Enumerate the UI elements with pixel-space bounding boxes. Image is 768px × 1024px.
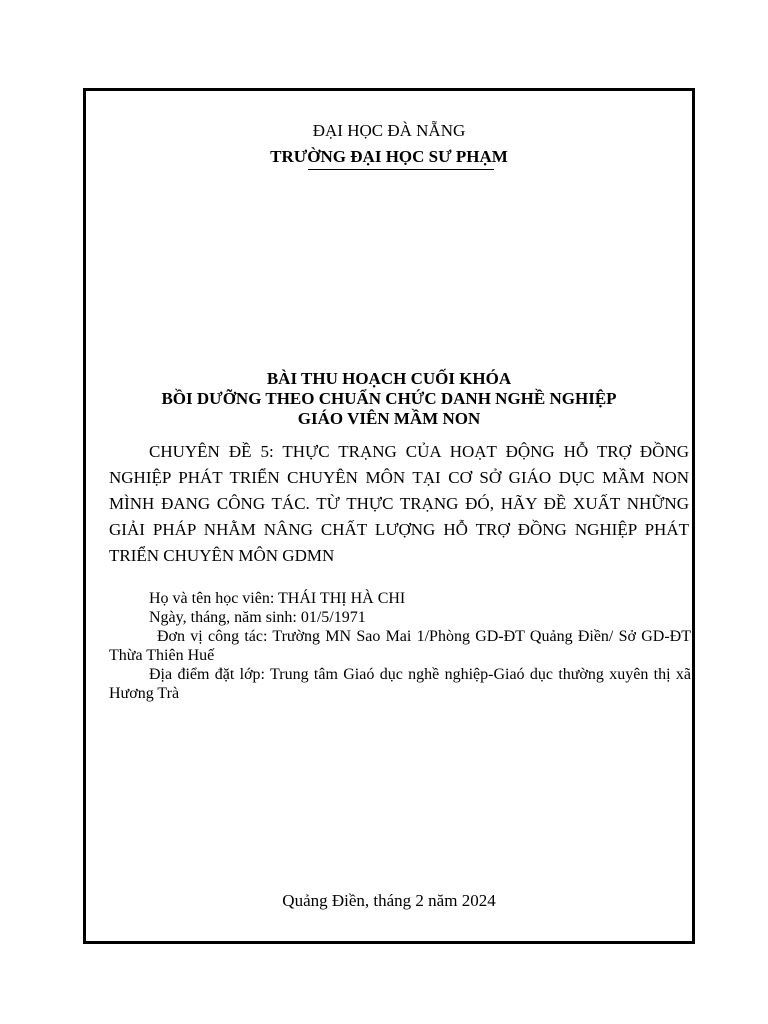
school-underline-divider <box>308 169 494 170</box>
title-line-1: BÀI THU HOẠCH CUỐI KHÓA <box>266 369 512 388</box>
student-dob: Ngày, tháng, năm sinh: 01/5/1971 <box>149 609 366 626</box>
university-name: ĐẠI HỌC ĐÀ NẴNG <box>312 121 466 140</box>
title-line-2: BỒI DƯỠNG THEO CHUẨN CHỨC DANH NGHỀ NGHIỆP <box>161 389 617 408</box>
class-location: Địa điểm đặt lớp: Trung tâm Giaó dục nghề nghiệp-Giaó dục thường xuyên thị xã Hương Trà <box>109 666 691 702</box>
student-info <box>109 589 691 703</box>
student-workplace: Đơn vị công tác: Trường MN Sao Mai 1/Phòng GD-ĐT Quảng Điền/ Sở GD-ĐT Thừa Thiên Huế <box>109 628 691 664</box>
report-title <box>86 369 692 429</box>
student-name: Họ và tên học viên: THÁI THỊ HÀ CHI <box>149 590 406 607</box>
title-line-3: GIÁO VIÊN MẦM NON <box>297 409 481 428</box>
page-border-frame <box>83 88 695 944</box>
place-and-date: Quảng Điền, tháng 2 năm 2024 <box>282 891 496 910</box>
school-name: TRƯỜNG ĐẠI HỌC SƯ PHẠM <box>270 147 508 166</box>
topic-paragraph: CHUYÊN ĐỀ 5: THỰC TRẠNG CỦA HOẠT ĐỘNG HỖ TRỢ ĐỒNG NGHIỆP PHÁT TRIỂN CHUYÊN MÔN TẠI CƠ SỞ GIÁO DỤC MẦM NON MÌNH ĐANG CÔNG TÁC. TỪ THỰC TRẠNG ĐÓ, HÃY ĐỀ XUẤT NHỮNG GIẢI PHÁP NHẰM NÂNG CHẤT LƯỢNG HỖ TRỢ ĐỒNG NGHIỆP PHÁT TRIỂN CHUYÊN MÔN GDMN <box>109 442 689 565</box>
